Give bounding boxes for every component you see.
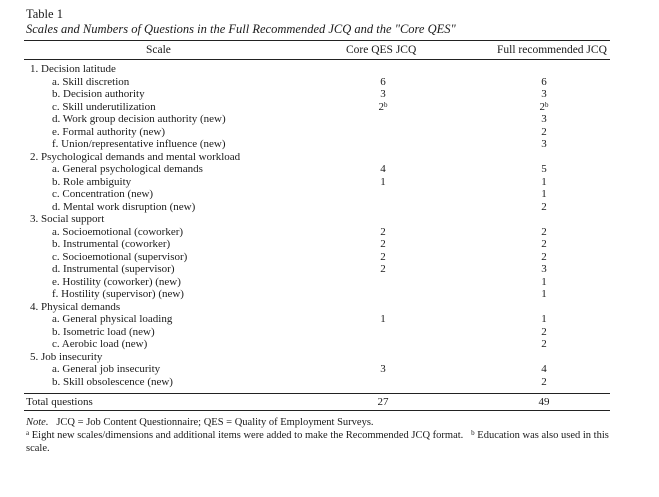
table-row [0,338,659,351]
table-section-row [0,351,659,364]
row-full-value [537,238,551,251]
row-core-number: 1 [380,313,386,325]
row-full-value [537,76,551,89]
row-full-value [537,176,551,189]
row-core-value [376,101,390,114]
row-core-value [376,76,390,89]
total-core-value: 27 [377,396,389,408]
table-row [0,188,659,201]
column-header-core: Core QES JCQ [346,44,417,56]
row-label: 3. Social support [30,213,105,225]
row-core-value [376,313,390,326]
row-full-number: 3 [541,138,547,150]
row-label: f. Hostility (supervisor) (new) [52,288,184,300]
row-core-value [376,163,390,176]
row-core-number: 2 [378,100,384,113]
row-full-value [537,263,551,276]
row-full-number: 4 [541,363,547,375]
note-label: Note. [26,417,49,428]
row-label: 1. Decision latitude [30,63,116,75]
table-row [0,88,659,101]
table-row [0,326,659,339]
row-full-number: 3 [541,88,547,100]
row-core-number: 6 [380,75,386,88]
row-full-number: 2 [541,338,547,350]
row-full-number: 2 [541,200,547,213]
note-text: JCQ = Job Content Questionnaire; QES = Quality of Employment Surveys. [56,417,374,428]
row-full-number: 1 [541,188,547,200]
table-notes [26,416,616,455]
row-core-number: 2 [380,263,386,275]
row-full-number: 1 [541,175,547,188]
row-label: b. Isometric load (new) [52,325,155,338]
row-full-number: 6 [541,75,547,88]
table-row [0,263,659,276]
row-label: a. General physical loading [52,313,173,325]
row-full-number: 1 [541,275,547,288]
row-core-superscript: b [384,100,388,109]
row-full-number: 2 [541,225,547,238]
top-rule [24,40,610,41]
row-full-value [537,188,551,201]
table-row [0,138,659,151]
row-full-value [537,313,551,326]
row-full-value [537,201,551,214]
column-header-scale: Scale [146,44,171,56]
row-label: b. Instrumental (coworker) [52,238,171,250]
total-rule [24,393,610,394]
row-core-number: 2 [380,225,386,238]
row-full-value [537,251,551,264]
row-full-superscript: b [545,100,549,109]
table-row [0,251,659,264]
row-core-value [376,88,390,101]
column-header-full: Full recommended JCQ [497,44,607,56]
row-label: 4. Physical demands [30,300,121,313]
row-full-number: 2 [541,325,547,338]
total-label: Total questions [26,396,93,408]
row-full-number: 1 [541,313,547,325]
row-full-value [537,276,551,289]
table-row [0,238,659,251]
row-label: f. Union/representative influence (new) [52,138,226,150]
row-label: a. Skill discretion [52,75,130,88]
row-core-value [376,263,390,276]
table-body [0,63,659,388]
table-row [0,226,659,239]
row-core-number: 3 [380,88,386,100]
row-full-value [537,113,551,126]
row-label: c. Skill underutilization [52,100,156,113]
row-full-value [537,376,551,389]
footnote-b-text: Education was also used in this scale. [26,430,609,454]
row-full-number: 2 [541,375,547,388]
row-full-value [537,326,551,339]
row-full-number: 2 [539,100,545,113]
table-section-row [0,301,659,314]
header-rule [24,59,610,60]
row-label: d. Instrumental (supervisor) [52,263,175,275]
row-core-value [376,176,390,189]
total-full-value: 49 [538,396,550,408]
table-section-row [0,63,659,76]
table-row [0,363,659,376]
table-row [0,113,659,126]
row-label: b. Decision authority [52,88,145,100]
row-label: e. Hostility (coworker) (new) [52,275,181,288]
footnote-line [26,429,616,455]
row-core-number: 1 [380,175,386,188]
table-row [0,276,659,289]
row-full-number: 2 [541,125,547,138]
row-core-number: 2 [380,250,386,263]
table-label: Table 1 [26,7,63,21]
row-label: a. Socioemotional (coworker) [52,225,184,238]
row-core-value [376,363,390,376]
row-label: a. General psychological demands [52,163,203,175]
table-row [0,76,659,89]
row-full-number: 3 [541,113,547,125]
row-full-number: 1 [541,288,547,300]
row-core-value [376,251,390,264]
row-full-value [537,363,551,376]
row-core-number: 4 [380,163,386,175]
row-full-value [537,88,551,101]
table-row [0,176,659,189]
table-row [0,201,659,214]
footnote-b-mark: b [471,429,475,437]
row-label: a. General job insecurity [52,363,161,375]
table-section-row [0,213,659,226]
row-core-value [376,238,390,251]
row-full-value [537,226,551,239]
table-section-row [0,151,659,164]
table-row [0,126,659,139]
table-row [0,313,659,326]
row-full-number: 2 [541,250,547,263]
row-label: b. Skill obsolescence (new) [52,375,173,388]
table-row [0,288,659,301]
row-full-value [537,138,551,151]
row-core-number: 3 [380,363,386,375]
row-label: c. Aerobic load (new) [52,338,148,350]
note-line [26,416,616,429]
row-label: c. Concentration (new) [52,188,154,200]
table-row [0,163,659,176]
table-row [0,376,659,389]
footnote-a-text: Eight new scales/dimensions and additional items were added to make the Recommended JCQ format. [31,430,464,441]
row-full-value [537,288,551,301]
row-full-number: 2 [541,238,547,250]
row-label: d. Mental work disruption (new) [52,200,196,213]
row-label: 2. Psychological demands and mental workload [30,150,241,163]
row-full-number: 5 [541,163,547,175]
row-full-number: 3 [541,263,547,275]
row-label: 5. Job insecurity [30,350,103,363]
footnote-a-mark: a [26,429,30,437]
table-caption: Scales and Numbers of Questions in the Full Recommended JCQ and the "Core QES" [26,22,456,36]
row-full-value [537,163,551,176]
row-core-number: 2 [380,238,386,250]
table-row [0,101,659,114]
row-label: b. Role ambiguity [52,175,132,188]
row-full-value [537,338,551,351]
bottom-rule [24,410,610,411]
row-label: d. Work group decision authority (new) [52,113,226,125]
row-core-value [376,226,390,239]
row-label: e. Formal authority (new) [52,125,166,138]
row-label: c. Socioemotional (supervisor) [52,250,188,263]
row-full-value [537,126,551,139]
row-full-value [537,101,551,114]
